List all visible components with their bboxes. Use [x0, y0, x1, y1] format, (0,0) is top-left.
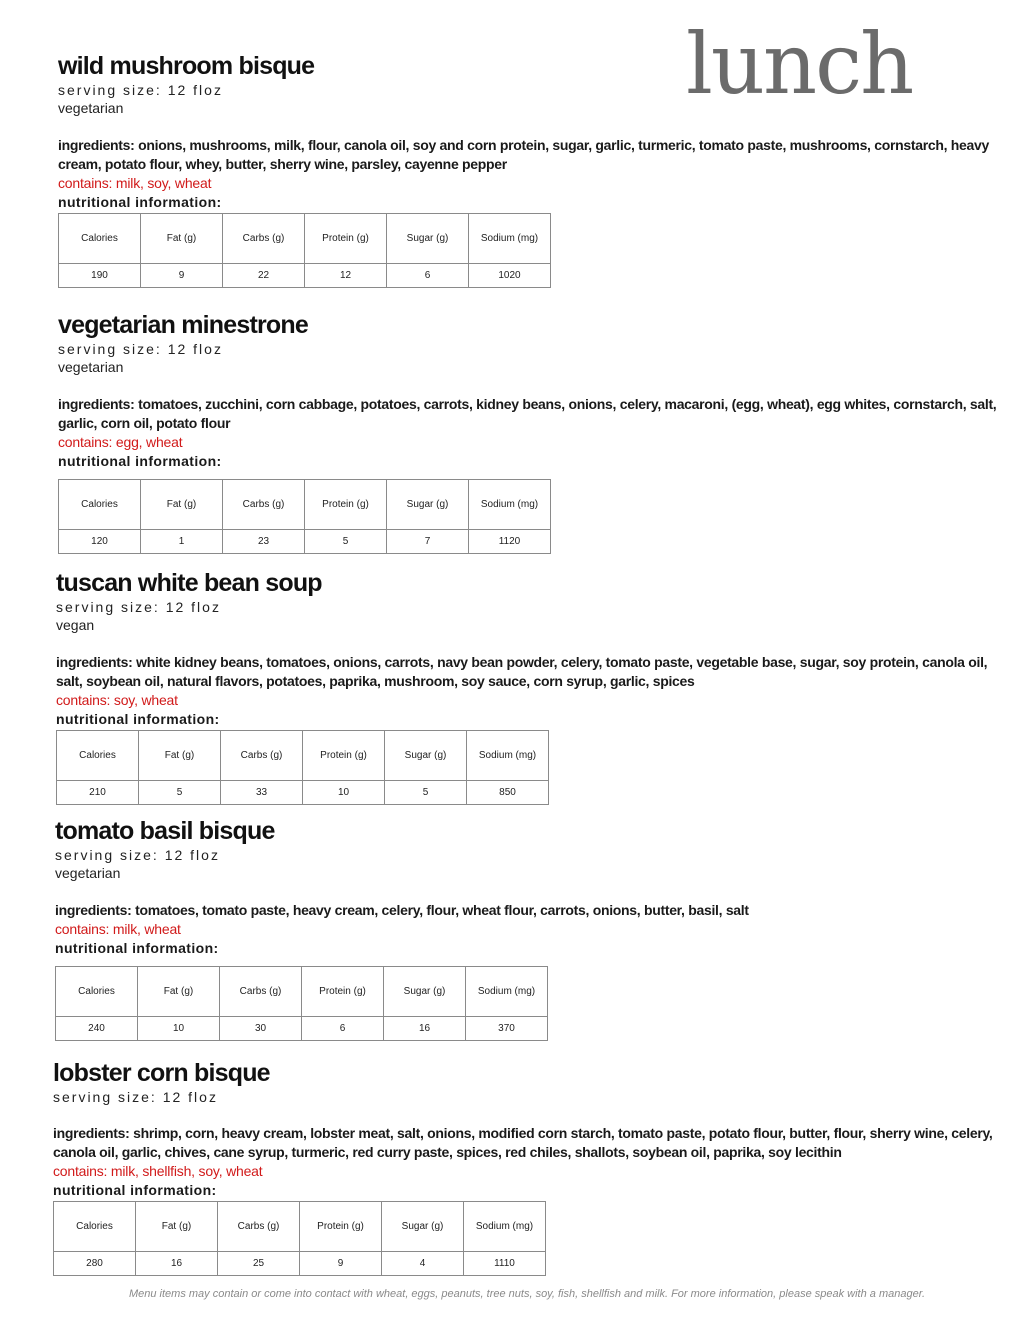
serving-size: serving size: 12 floz: [56, 599, 221, 615]
table-row: [59, 530, 551, 554]
allergen-contains: contains: soy, wheat: [56, 692, 178, 708]
value-sugar: 16: [384, 1017, 466, 1041]
value-sugar: 4: [382, 1252, 464, 1276]
ingredients: ingredients: shrimp, corn, heavy cream, lobster meat, salt, onions, modified corn starch, tomato paste, potato flour, butter, flour, sherry wine, celery, canola oil, garlic, chives, cane syrup, turmeric, red curry paste, spices, red chiles, shallots, soybean oil, paprika, soy lecithin: [53, 1125, 993, 1160]
allergen-contains: contains: egg, wheat: [58, 434, 183, 450]
header-sodium: Sodium (mg): [469, 480, 551, 530]
allergen-contains: contains: milk, wheat: [55, 921, 181, 937]
allergen-disclaimer: Menu items may contain or come into contact with wheat, eggs, peanuts, tree nuts, soy, fish, shellfish and milk. For more information, please speak with a manager.: [128, 1288, 926, 1300]
value-calories: 190: [59, 264, 141, 288]
menu-item-tomato-basil-bisque: [55, 816, 1005, 1041]
nutrition-label: nutritional information:: [56, 711, 220, 727]
value-sodium: 1110: [464, 1252, 546, 1276]
header-calories: Calories: [56, 967, 138, 1017]
nutrition-table: [55, 966, 548, 1041]
value-sodium: 370: [466, 1017, 548, 1041]
nutrition-label: nutritional information:: [58, 194, 222, 210]
table-header-row: [59, 214, 551, 264]
header-sodium: Sodium (mg): [467, 731, 549, 781]
header-carbs: Carbs (g): [221, 731, 303, 781]
menu-item-wild-mushroom-bisque: [58, 51, 1008, 288]
item-name: tomato basil bisque: [55, 817, 275, 845]
value-fat: 10: [138, 1017, 220, 1041]
value-sodium: 1020: [469, 264, 551, 288]
menu-item-vegetarian-minestrone: [58, 310, 1008, 554]
nutrition-table: [53, 1201, 546, 1276]
table-row: [54, 1252, 546, 1276]
value-fat: 5: [139, 781, 221, 805]
nutrition-table: [56, 730, 549, 805]
value-calories: 280: [54, 1252, 136, 1276]
value-sodium: 850: [467, 781, 549, 805]
ingredients: ingredients: onions, mushrooms, milk, flour, canola oil, soy and corn protein, sugar, garlic, turmeric, tomato paste, mushrooms, cornstarch, heavy cream, potato flour, whey, butter, sherry wine, parsley, cayenne pepper: [58, 137, 989, 172]
table-row: [59, 264, 551, 288]
nutrition-table: [58, 479, 551, 554]
diet-label: vegan: [56, 617, 95, 633]
header-protein: Protein (g): [305, 480, 387, 530]
menu-item-tuscan-white-bean-soup: [56, 568, 1006, 805]
menu-item-lobster-corn-bisque: [53, 1058, 1003, 1276]
table-header-row: [54, 1202, 546, 1252]
page-title: lunch: [686, 15, 913, 113]
allergen-contains: contains: milk, soy, wheat: [58, 175, 212, 191]
header-fat: Fat (g): [141, 214, 223, 264]
table-header-row: [57, 731, 549, 781]
header-sodium: Sodium (mg): [464, 1202, 546, 1252]
value-carbs: 33: [221, 781, 303, 805]
nutrition-label: nutritional information:: [55, 940, 219, 956]
serving-size: serving size: 12 floz: [58, 82, 223, 98]
ingredients: ingredients: white kidney beans, tomatoes, onions, carrots, navy bean powder, celery, tomato paste, vegetable base, sugar, soy protein, canola oil, salt, soybean oil, natural flavors, potatoes, paprika, mushroom, soy sauce, corn syrup, garlic, spices: [56, 654, 988, 689]
value-fat: 9: [141, 264, 223, 288]
header-carbs: Carbs (g): [223, 480, 305, 530]
value-protein: 6: [302, 1017, 384, 1041]
value-carbs: 25: [218, 1252, 300, 1276]
header-fat: Fat (g): [138, 967, 220, 1017]
header-fat: Fat (g): [141, 480, 223, 530]
nutrition-label: nutritional information:: [58, 453, 222, 469]
serving-size: serving size: 12 floz: [53, 1089, 218, 1105]
header-calories: Calories: [54, 1202, 136, 1252]
header-sugar: Sugar (g): [387, 480, 469, 530]
table-header-row: [56, 967, 548, 1017]
diet-label: vegetarian: [58, 359, 124, 375]
value-calories: 240: [56, 1017, 138, 1041]
value-calories: 120: [59, 530, 141, 554]
item-name: tuscan white bean soup: [56, 569, 322, 597]
header-sugar: Sugar (g): [384, 967, 466, 1017]
value-sodium: 1120: [469, 530, 551, 554]
value-protein: 10: [303, 781, 385, 805]
allergen-contains: contains: milk, shellfish, soy, wheat: [53, 1163, 263, 1179]
header-sodium: Sodium (mg): [469, 214, 551, 264]
serving-size: serving size: 12 floz: [58, 341, 223, 357]
item-name: lobster corn bisque: [53, 1059, 270, 1087]
header-sodium: Sodium (mg): [466, 967, 548, 1017]
header-sugar: Sugar (g): [385, 731, 467, 781]
header-fat: Fat (g): [136, 1202, 218, 1252]
value-sugar: 7: [387, 530, 469, 554]
item-name: vegetarian minestrone: [58, 311, 308, 339]
header-protein: Protein (g): [305, 214, 387, 264]
value-carbs: 30: [220, 1017, 302, 1041]
table-header-row: [59, 480, 551, 530]
value-protein: 5: [305, 530, 387, 554]
diet-label: vegetarian: [58, 100, 124, 116]
ingredients: ingredients: tomatoes, tomato paste, heavy cream, celery, flour, wheat flour, carrots, onions, butter, basil, salt: [55, 902, 749, 918]
header-sugar: Sugar (g): [387, 214, 469, 264]
nutrition-table: [58, 213, 551, 288]
value-fat: 1: [141, 530, 223, 554]
value-carbs: 22: [223, 264, 305, 288]
header-protein: Protein (g): [303, 731, 385, 781]
ingredients: ingredients: tomatoes, zucchini, corn cabbage, potatoes, carrots, kidney beans, onions, celery, macaroni, (egg, wheat), egg whites, cornstarch, salt, garlic, corn oil, potato flour: [58, 396, 997, 431]
header-carbs: Carbs (g): [220, 967, 302, 1017]
diet-label: vegetarian: [55, 865, 121, 881]
value-protein: 12: [305, 264, 387, 288]
header-carbs: Carbs (g): [218, 1202, 300, 1252]
header-fat: Fat (g): [139, 731, 221, 781]
table-row: [56, 1017, 548, 1041]
nutrition-label: nutritional information:: [53, 1182, 217, 1198]
header-protein: Protein (g): [302, 967, 384, 1017]
item-name: wild mushroom bisque: [58, 52, 315, 80]
value-sugar: 6: [387, 264, 469, 288]
header-calories: Calories: [57, 731, 139, 781]
header-calories: Calories: [59, 214, 141, 264]
value-calories: 210: [57, 781, 139, 805]
value-carbs: 23: [223, 530, 305, 554]
header-protein: Protein (g): [300, 1202, 382, 1252]
value-fat: 16: [136, 1252, 218, 1276]
header-sugar: Sugar (g): [382, 1202, 464, 1252]
value-protein: 9: [300, 1252, 382, 1276]
table-row: [57, 781, 549, 805]
serving-size: serving size: 12 floz: [55, 847, 220, 863]
header-carbs: Carbs (g): [223, 214, 305, 264]
value-sugar: 5: [385, 781, 467, 805]
header-calories: Calories: [59, 480, 141, 530]
